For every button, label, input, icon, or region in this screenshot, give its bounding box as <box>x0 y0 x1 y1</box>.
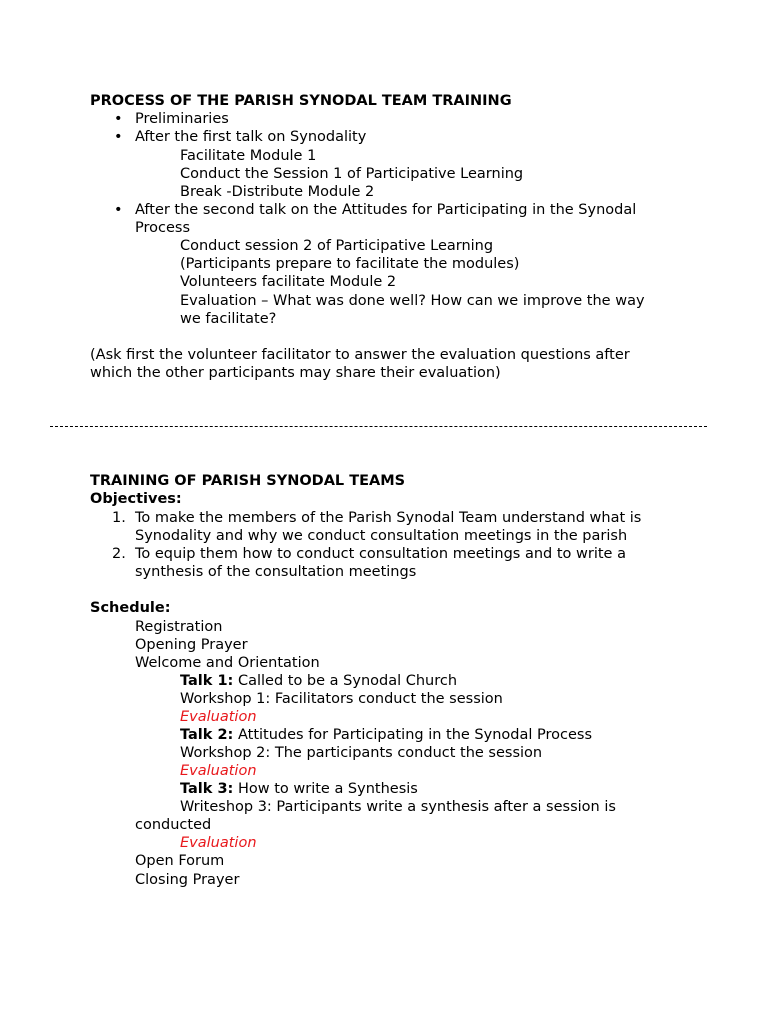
bullet-icon: • <box>114 129 123 145</box>
evaluation-label: Evaluation <box>180 709 257 725</box>
sub-item: Break -Distribute Module 2 <box>180 184 375 200</box>
list-item-continuation: Process <box>135 220 191 236</box>
list-number: 1. <box>112 510 126 526</box>
talk-label: Talk 1: <box>180 673 234 689</box>
section-divider <box>50 426 707 427</box>
note-text: (Ask first the volunteer facilitator to answer the evaluation questions after <box>90 347 630 363</box>
bullet-icon: • <box>114 202 123 218</box>
schedule-item: Registration <box>135 619 223 635</box>
schedule-subitem: Workshop 2: The participants conduct the session <box>180 745 543 761</box>
objective-item: To make the members of the Parish Synodal Team understand what is <box>135 510 642 526</box>
sub-item: we facilitate? <box>180 311 277 327</box>
sub-item: (Participants prepare to facilitate the modules) <box>180 256 520 272</box>
talk-text: Called to be a Synodal Church <box>233 673 458 689</box>
section2-title: TRAINING OF PARISH SYNODAL TEAMS <box>90 473 406 489</box>
schedule-item: Welcome and Orientation <box>135 655 320 671</box>
list-item: Preliminaries <box>135 111 229 127</box>
talk-text: Attitudes for Participating in the Synodal Process <box>233 727 593 743</box>
evaluation-label: Evaluation <box>180 763 257 779</box>
talk-label: Talk 3: <box>180 781 234 797</box>
objective-item: synthesis of the consultation meetings <box>135 564 417 580</box>
list-item: After the first talk on Synodality <box>135 129 367 145</box>
schedule-heading: Schedule: <box>90 600 171 616</box>
talk-label: Talk 2: <box>180 727 234 743</box>
note-text: which the other participants may share their evaluation) <box>90 365 501 381</box>
schedule-subitem: Writeshop 3: Participants write a synthesis after a session is <box>180 799 616 815</box>
schedule-item: Open Forum <box>135 853 225 869</box>
sub-item: Evaluation – What was done well? How can we improve the way <box>180 293 645 309</box>
schedule-item: Opening Prayer <box>135 637 248 653</box>
objectives-heading: Objectives: <box>90 491 182 507</box>
sub-item: Conduct session 2 of Participative Learning <box>180 238 494 254</box>
sub-item: Facilitate Module 1 <box>180 148 317 164</box>
schedule-subitem <box>180 780 418 798</box>
bullet-icon: • <box>114 111 123 127</box>
sub-item: Conduct the Session 1 of Participative Learning <box>180 166 524 182</box>
schedule-subitem: Workshop 1: Facilitators conduct the session <box>180 691 503 707</box>
schedule-subitem <box>180 726 592 744</box>
schedule-subitem-continuation: conducted <box>135 817 212 833</box>
objective-item: Synodality and why we conduct consultation meetings in the parish <box>135 528 628 544</box>
list-item: After the second talk on the Attitudes for Participating in the Synodal <box>135 202 637 218</box>
schedule-item: Closing Prayer <box>135 872 240 888</box>
sub-item: Volunteers facilitate Module 2 <box>180 274 397 290</box>
list-number: 2. <box>112 546 126 562</box>
talk-text: How to write a Synthesis <box>233 781 418 797</box>
objective-item: To equip them how to conduct consultation meetings and to write a <box>135 546 626 562</box>
schedule-subitem <box>180 672 457 690</box>
evaluation-label: Evaluation <box>180 835 257 851</box>
section1-title: PROCESS OF THE PARISH SYNODAL TEAM TRAINING <box>90 93 512 109</box>
